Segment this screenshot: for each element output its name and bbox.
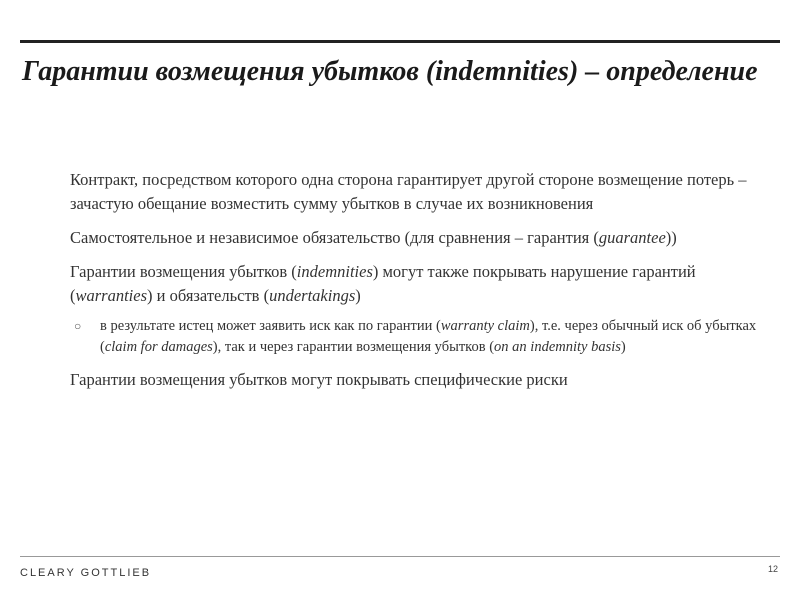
page-number: 12 — [767, 564, 778, 574]
text-segment: ), т.е. через обычный иск об убытках ( — [100, 318, 757, 355]
bottom-rule — [20, 556, 780, 557]
bullet-item — [40, 226, 780, 250]
italic-term: warranties — [75, 286, 148, 305]
text-segment: ) могут также покрывать нарушение гарантий ( — [70, 262, 696, 305]
bullet-item — [40, 260, 780, 308]
bullet-list — [40, 168, 780, 402]
top-rule — [20, 40, 780, 43]
text-segment: ) и обязательств ( — [147, 286, 270, 305]
bullet-item — [40, 168, 780, 216]
italic-term: warranty claim — [440, 318, 530, 334]
italic-term: guarantee — [598, 228, 666, 247]
text-segment: Гарантии возмещения убытков ( — [70, 262, 297, 281]
italic-term: claim for damages — [104, 339, 213, 355]
slide-title: Гарантии возмещения убытков (indemnities) – определение — [22, 56, 758, 87]
text-segment: в результате истец может заявить иск как по гарантии ( — [100, 318, 441, 334]
sub-bullet-marker: ○ — [74, 319, 82, 333]
sub-bullet-item — [40, 316, 780, 358]
bullet-item — [40, 368, 780, 392]
italic-term: indemnities — [296, 262, 373, 281]
italic-term: undertakings — [269, 286, 356, 305]
text-segment: ) — [355, 286, 361, 305]
text-segment: Гарантии возмещения убытков могут покрывать специфические риски — [70, 370, 568, 389]
text-segment: Контракт, посредством которого одна сторона гарантирует другой стороне возмещение потерь – зачастую обещание возместить сумму убытков в случае их возникновения — [70, 170, 747, 213]
text-segment: )) — [665, 228, 677, 247]
brand-logo: CLEARY GOTTLIEB — [20, 567, 152, 579]
text-segment: ), так и через гарантии возмещения убытков ( — [212, 339, 495, 355]
italic-term: on an indemnity basis — [494, 339, 621, 355]
text-segment: ) — [620, 339, 626, 355]
text-segment: Самостоятельное и независимое обязательство (для сравнения – гарантия ( — [70, 228, 599, 247]
